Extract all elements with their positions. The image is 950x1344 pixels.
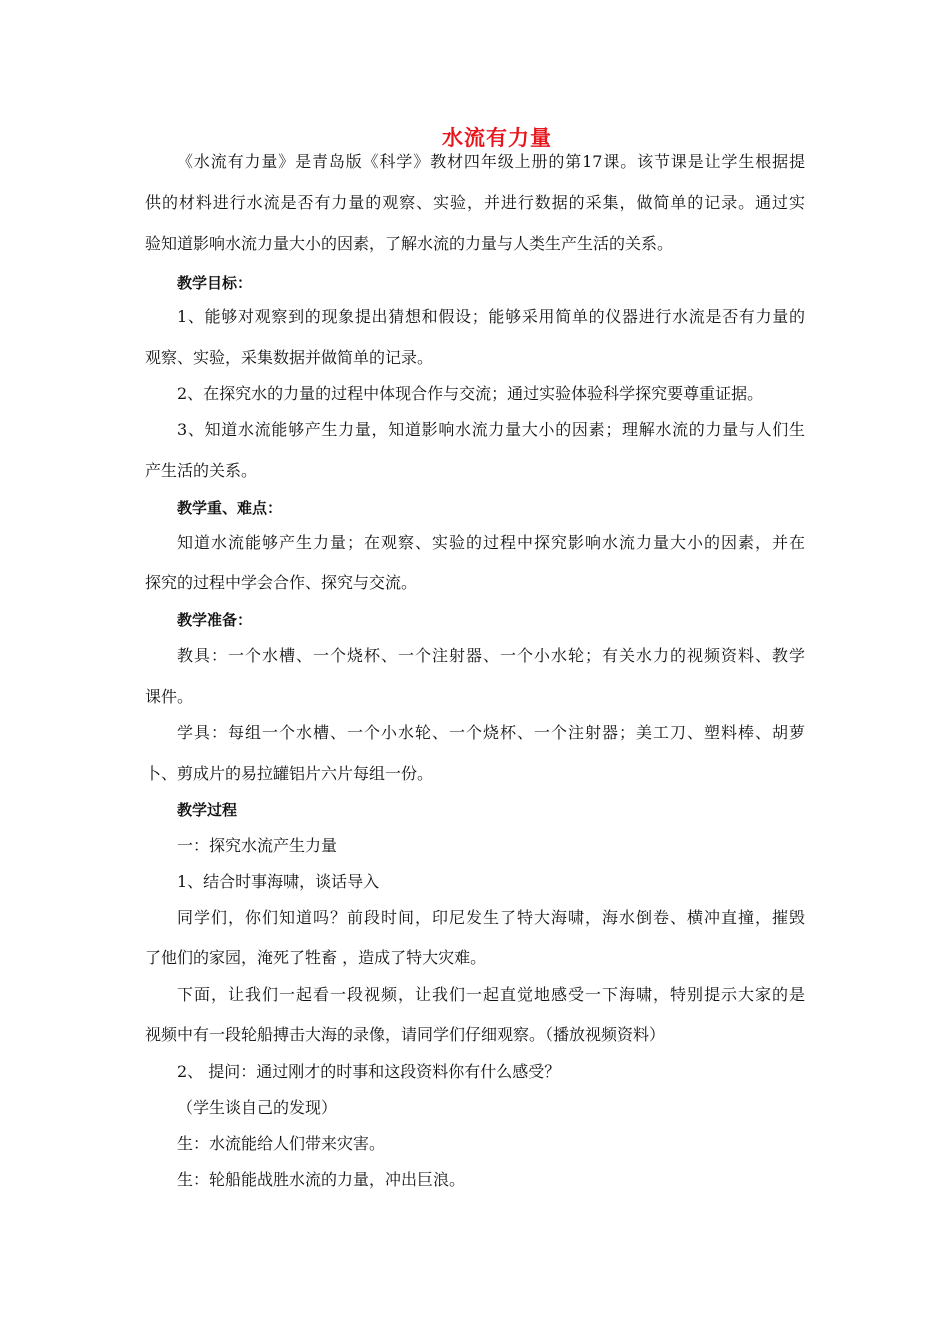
goal-3-line-2: 产生活的关系。 xyxy=(145,461,258,480)
document-title: 水流有力量 xyxy=(442,126,552,150)
process-note: （学生谈自己的发现） xyxy=(177,1098,338,1117)
key-points-heading: 教学重、难点： xyxy=(177,499,283,517)
goal-2: 2、在探究水的力量的过程中体现合作与交流；通过实验体验科学探究要尊重证据。 xyxy=(177,384,764,403)
goal-1-line-1: 1、能够对观察到的现象提出猜想和假设；能够采用简单的仪器进行水流是否有力量的 xyxy=(177,307,805,326)
student-answer-2: 生：轮船能战胜水流的力量，冲出巨浪。 xyxy=(177,1170,466,1189)
process-para-2-line-2: 视频中有一段轮船搏击大海的录像，请同学们仔细观察。（播放视频资料） xyxy=(145,1025,666,1044)
intro-line-2: 供的材料进行水流是否有力量的观察、实验，并进行数据的采集，做简单的记录。通过实 xyxy=(145,193,805,212)
goal-3-line-1: 3、知道水流能够产生力量，知道影响水流力量大小的因素；理解水流的力量与人们生 xyxy=(177,420,805,439)
process-para-1-line-2: 了他们的家园，淹死了牲畜 ，造成了特大灾难。 xyxy=(145,948,487,967)
goal-1-line-2: 观察、实验，采集数据并做简单的记录。 xyxy=(145,348,434,367)
intro-line-1: 《水流有力量》是青岛版《科学》教材四年级上册的第17课。该节课是让学生根据提 xyxy=(177,152,805,171)
process-step-2: 2、 提问：通过刚才的时事和这段资料你有什么感受？ xyxy=(177,1062,561,1081)
student-answer-1: 生：水流能给人们带来灾害。 xyxy=(177,1134,386,1153)
key-points-line-2: 探究的过程中学会合作、探究与交流。 xyxy=(145,573,418,592)
process-para-2-line-1: 下面，让我们一起看一段视频，让我们一起直觉地感受一下海啸，特别提示大家的是 xyxy=(177,985,805,1004)
process-para-1-line-1: 同学们，你们知道吗？前段时间，印尼发生了特大海啸，海水倒卷、横冲直撞，摧毁 xyxy=(177,908,805,927)
key-points-line-1: 知道水流能够产生力量；在观察、实验的过程中探究影响水流力量大小的因素，并在 xyxy=(177,533,805,552)
process-heading: 教学过程 xyxy=(177,801,238,819)
goals-heading: 教学目标： xyxy=(177,274,253,292)
intro-line-3: 验知道影响水流力量大小的因素，了解水流的力量与人类生产生活的关系。 xyxy=(145,234,674,253)
process-part-1: 一：探究水流产生力量 xyxy=(177,836,338,855)
prep-teacher-line-1: 教具：一个水槽、一个烧杯、一个注射器、一个小水轮；有关水力的视频资料、教学 xyxy=(177,646,805,665)
prep-student-line-1: 学具：每组一个水槽、一个小水轮、一个烧杯、一个注射器；美工刀、塑料棒、胡萝 xyxy=(177,723,805,742)
prep-teacher-line-2: 课件。 xyxy=(145,687,194,706)
process-step-1: 1、结合时事海啸，谈话导入 xyxy=(177,872,380,891)
prep-heading: 教学准备： xyxy=(177,611,253,629)
prep-student-line-2: 卜、剪成片的易拉罐铝片六片每组一份。 xyxy=(145,764,434,783)
